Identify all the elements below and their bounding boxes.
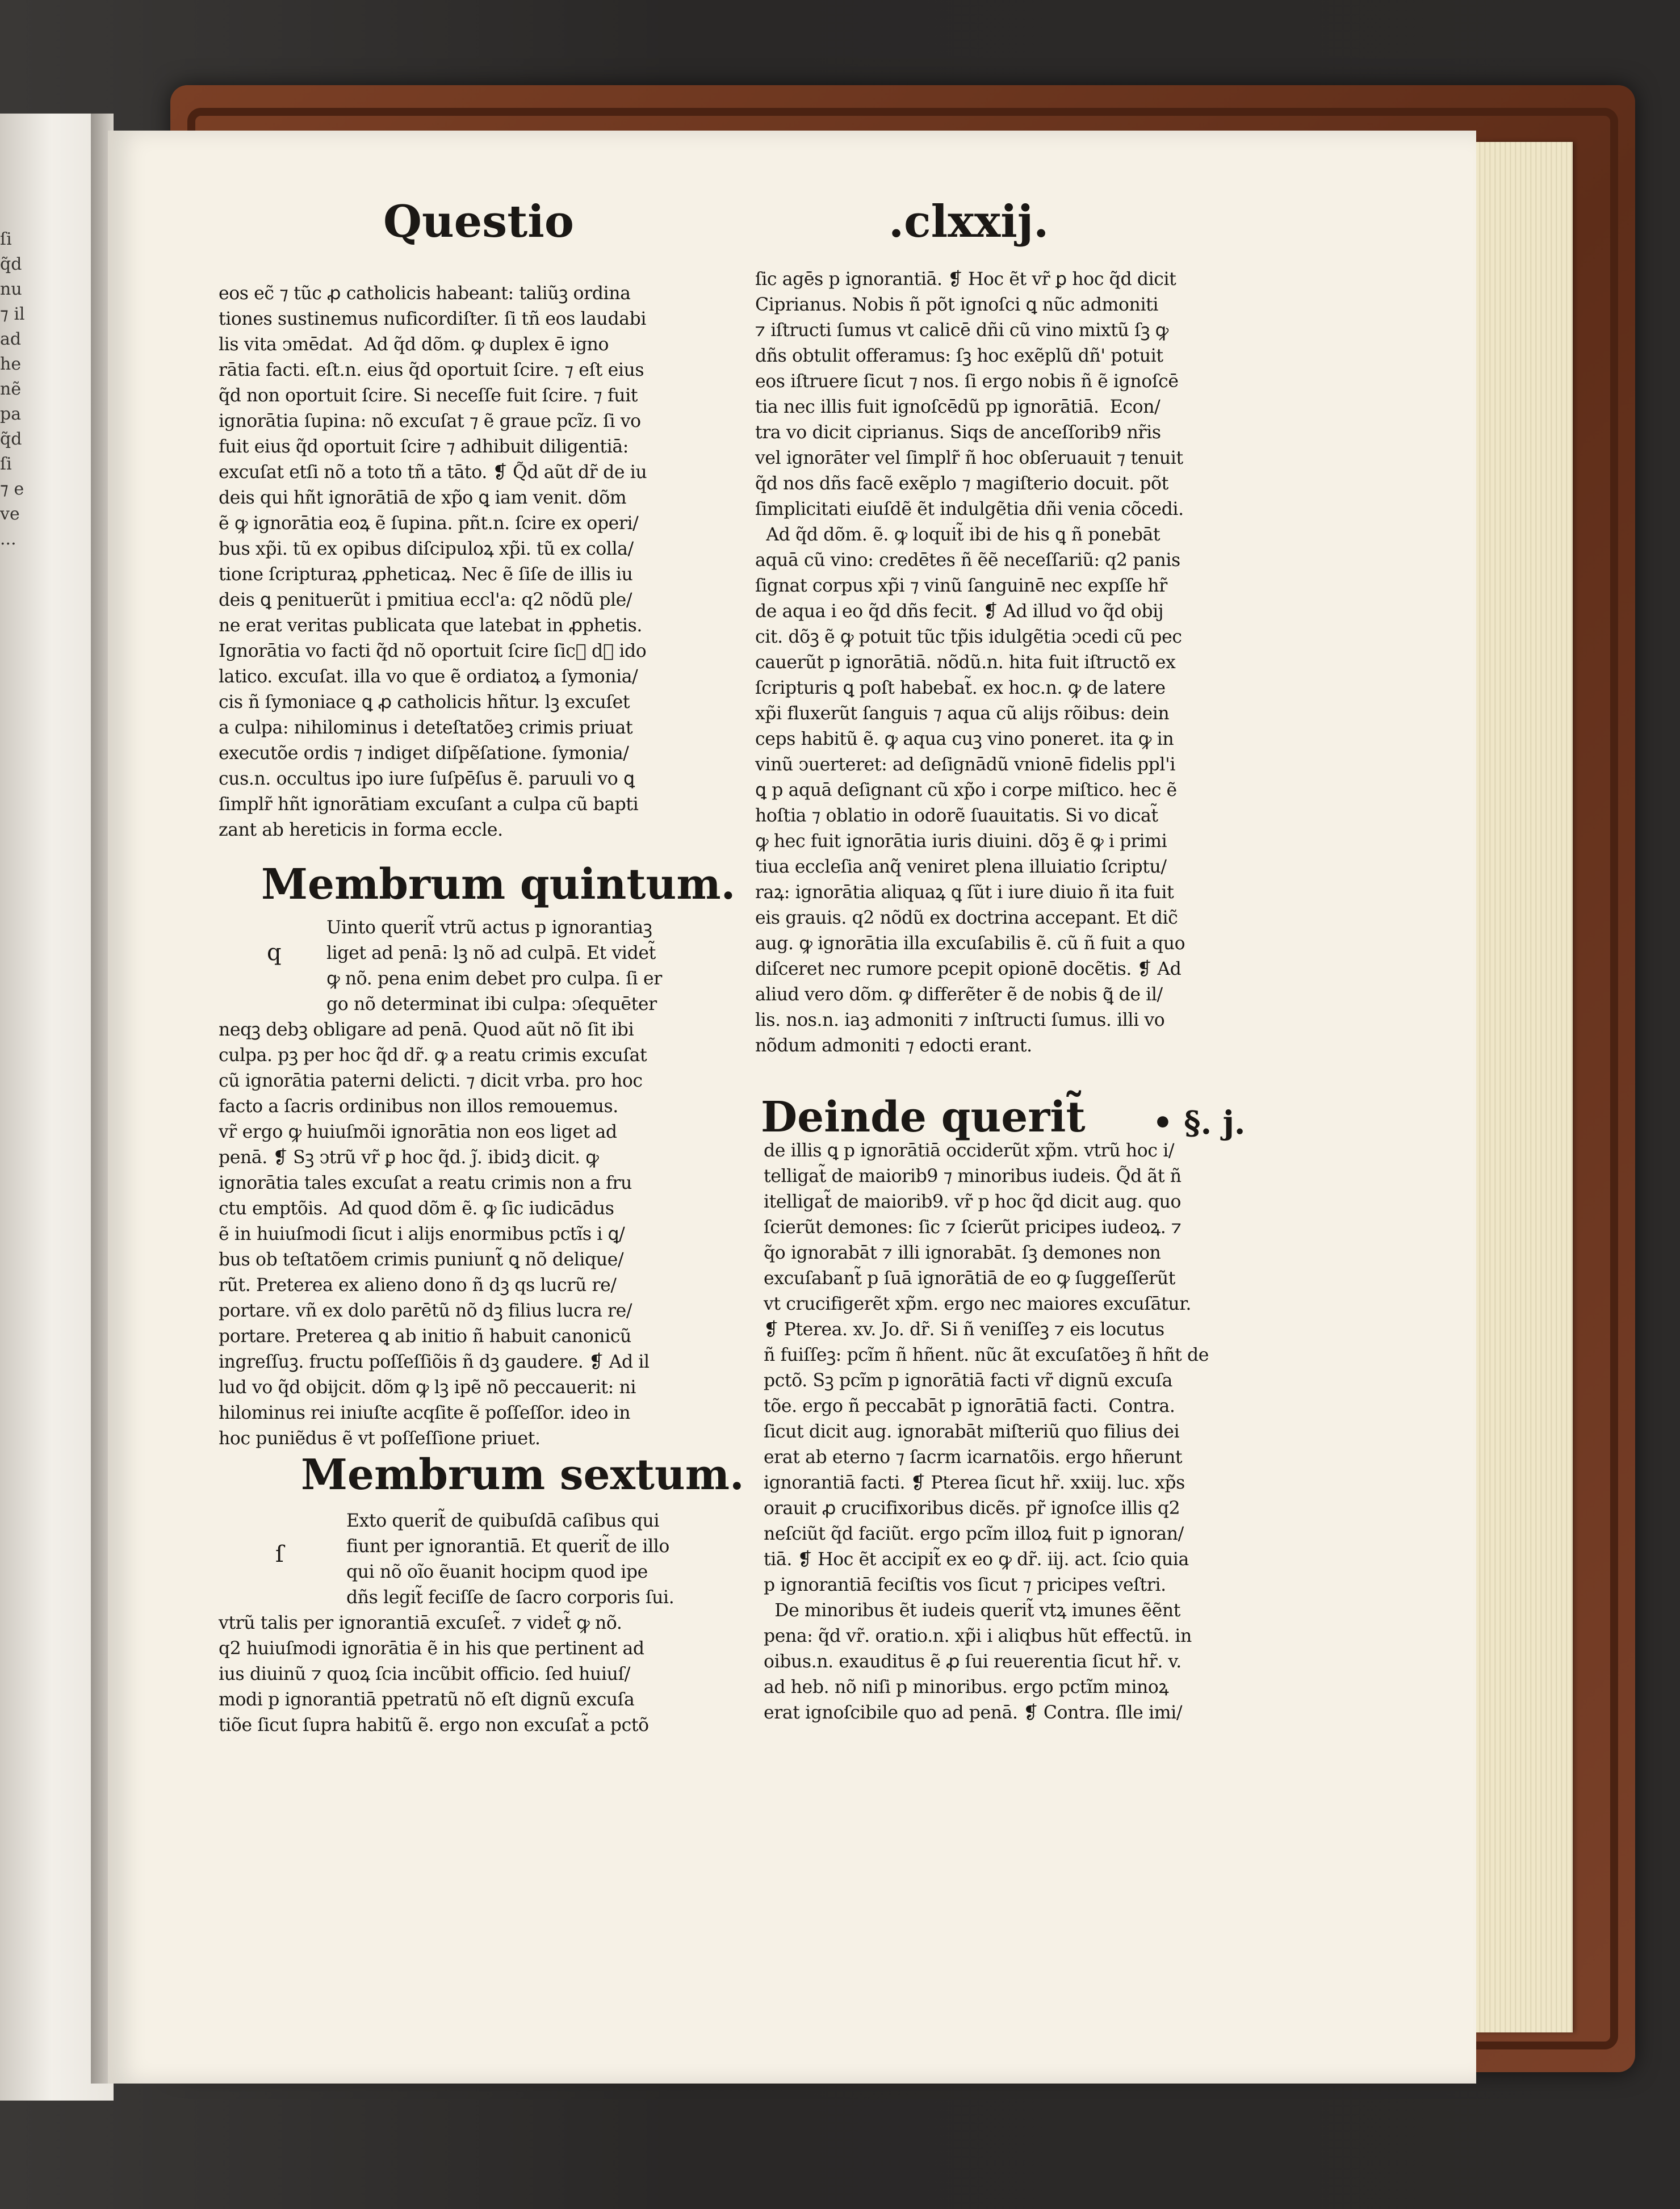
folio-number: .clxxij. xyxy=(889,196,1049,248)
heading-membrum-quintum: Membrum quintum. xyxy=(261,860,736,909)
right-column-top-text: ſic agēs p ignorantiā. ❡ Hoc ẽt vr̃ ꝑ hoc q̃d dicit Ciprianus. Nobis ñ põt ignoſci ꝗ nũc admoniti ⁊ iſtructi ſumus vt calicē dñi cũ vino mixtũ ſꝫ ꝙ dñs obtulit offeramus: ſꝫ hoc exẽplũ dñ' potuit eos iſtruere ſicut ⁊ nos. ſi ergo nobis ñ ẽ ignoſcē tia nec illis fuit ignoſcēdũ pp ignorātiā. Econ/ tra vo dicit ciprianus. Siqs de anceſſorib9 nr̃is vel ignorāter vel ſimplr̃ ñ hoc obſeruauit ⁊ tenuit q̃d nos dñs facẽ exẽplo ⁊ magiſterio docuit. põt ſimplicitati eiuſdẽ ẽt indulgẽtia dñi venia cõcedi. Ad q̃d dõm. ẽ. ꝙ loquit̃ ibi de his ꝗ ñ ponebāt aquā cũ vino: credētes ñ ẽẽ neceſſariũ: q2 panis ſignat corpus xp̃i ⁊ vinũ ſanguinē nec expſſe hr̃ de aqua i eo q̃d dñs fecit. ❡ Ad illud vo q̃d obij cit. dõꝫ ẽ ꝙ potuit tũc tp̃is idulgẽtia ↄcedi cũ pec cauerũt p ignorātiā. nõdũ.n. hita fuit iſtructõ ex ſcripturis ꝗ poſt habebat̃. ex hoc.n. ꝙ de latere xp̃i fluxerũt ſanguis ⁊ aqua cũ alijs rõibus: dein ceps habitũ ẽ. ꝙ aqua cuꝫ vino poneret. ita ꝙ in vinũ ↄuerteret: ad deſignādũ vnionē fidelis ppl'i ꝗ p aquā deſignant cũ xp̃o i corpe miſtico. hec ẽ hoſtia ⁊ oblatio in odorẽ ſuauitatis. Si vo dicat̃ ꝙ hec fuit ignorātia iuris diuini. dõꝫ ẽ ꝙ i primi tiua eccleſia anq̃ veniret plena illuiatio ſcriptu/ raꝝ: ignorātia aliquaꝝ ꝗ ſũt i iure diuio ñ ita fuit eis grauis. q2 nõdũ ex doctrina accepant. Et dic̃ aug. ꝙ ignorātia illa excuſabilis ẽ. cũ ñ fuit a quo diſceret nec rumore pcepit opionē docẽtis. ❡ Ad aliud vero dõm. ꝙ differẽter ẽ de nobis ꝗ̃ de il/ lis. nos.n. iaꝫ admoniti ⁊ inſtructi ſumus. illi vo nõdum admoniti ⁊ edocti erant. xyxy=(755,269,1185,1056)
previous-page-text: ſi q̃d nu ⁊ il ad he nẽ pa q̃d ſi ⁊ e ve ... xyxy=(0,229,25,549)
deinde-body-text: de illis ꝗ p ignorātiā occiderũt xp̃m. vtrũ hoc i/ telligat̃ de maiorib9 ⁊ minoribus iudeis. Q̃d ãt ñ itelligat̃ de maiorib9. vr̃ p hoc q̃d dicit aug. quo ſcierũt demones: ſic ⁊ ſcierũt pricipes iudeoꝝ. ⁊ q̃o ignorabāt ⁊ illi ignorabāt. ſꝫ demones non excuſabant̃ p ſuā ignorātiā de eo ꝙ ſuggeſſerũt vt crucifigerẽt xp̃m. ergo nec maiores excuſātur. ❡ Pterea. xv. Jo. dr̃. Si ñ veniſſeꝫ ⁊ eis locutus ñ fuiſſeꝫ: pcĩm ñ hñent. nũc ãt excuſatõeꝫ ñ hñt de pctõ. Sꝫ pcĩm p ignorātiā facti vr̃ dignũ excuſa tõe. ergo ñ peccabāt p ignorātiā facti. Contra. ſicut dicit aug. ignorabāt miſteriũ quo filius dei erat ab eterno ⁊ ſacrm icarnatõis. ergo hñerunt ignorantiā facti. ❡ Pterea ſicut hr̃. xxiij. luc. xp̃s orauit ꝓ crucifixoribus dicẽs. pr̃ ignoſce illis q2 neſciũt q̃d faciũt. ergo pcĩm illoꝝ fuit p ignoran/ tiā. ❡ Hoc ẽt accipit̃ ex eo ꝙ dr̃. iij. act. ſcio quia p ignorantiā feciſtis vos ſicut ⁊ pricipes veſtri. De minoribus ẽt iudeis querit̃ vtꝝ imunes ẽẽnt pena: q̃d vr̃. oratio.n. xp̃i i aliqbus hũt effectũ. in oibus.n. exauditus ẽ ꝓ ſui reuerentia ſicut hr̃. v. ad heb. nõ niſi p minoribus. ergo pctĩm minoꝝ erat ignoſcibile quo ad penā. ❡ Contra. ſlle imi/ xyxy=(764,1141,1209,1723)
quintum-body-text: neqꝫ debꝫ obligare ad penā. Quod aũt nõ ſit ibi culpa. pꝫ per hoc q̃d dr̃. ꝙ a reatu crimis excuſat cũ ignorātia paterni delicti. ⁊ dicit vrba. pro hoc facto a ſacris ordinibus non illos remouemus. vr̃ ergo ꝙ huiuſmõi ignorātia non eos liget ad penā. ❡ Sꝫ ↄtrũ vr̃ ꝑ hoc q̃d. ȷ̃. ibidꝫ dicit. ꝙ ignorātia tales excuſat a reatu crimis non a fru ctu emptõis. Ad quod dõm ẽ. ꝙ ſic iudicādus ẽ in huiuſmodi ſicut i alijs enormibus pctĩs i ꝗ/ bus ob teſtatõem crimis puniunt̃ ꝗ nõ delique/ rũt. Preterea ex alieno dono ñ dꝫ qs lucrũ re/ portare. vñ ex dolo parētũ nõ dꝫ filius lucra re/ portare. Preterea ꝗ ab initio ñ habuit canonicũ ingreſſuꝫ. fructu poſſeſſiõis ñ dꝫ gaudere. ❡ Ad il lud vo q̃d obijcit. dõm ꝙ lꝫ ipẽ nõ peccauerit: ni hilominus rei iniuſte acqſite ẽ poſſeſſor. ideo in hoc puniẽdus ẽ vt poſſeſſione priuet. xyxy=(219,1020,650,1449)
quintum-indented-lines: Uinto querit̃ vtrũ actus p ignorantiaꝫ liget ad penā: lꝫ nõ ad culpā. Et videt̃ ꝙ nõ. pena enim debet pro culpa. ſi er go nõ determinat ibi culpa: ↄſequēter xyxy=(326,917,662,1015)
sextum-indented-lines: Exto querit̃ de quibuſdā caſibus qui fiunt per ignorantiā. Et querit̃ de illo qui nõ oĩo ẽuanit hocipm quod ipe dñs legit̃ feciſſe de ſacro corporis ſui. xyxy=(346,1511,674,1608)
heading-deinde-queritur: Deinde querit̃ xyxy=(761,1093,1086,1142)
guide-letter-s: ſ xyxy=(275,1541,284,1567)
page-edges xyxy=(1470,142,1573,2032)
running-head-left: Questio xyxy=(383,196,574,248)
guide-letter-q: q xyxy=(267,940,282,966)
paragraph-mark: • §. j. xyxy=(1153,1104,1246,1142)
left-column-top-text: eos ec̃ ⁊ tũc ꝓ catholicis habeant: taliũꝫ ordina tiones sustinemus nuficordiſter. ſi tñ eos laudabi lis vita ↄmēdat. Ad q̃d dõm. ꝙ duplex ē igno rātia facti. eſt.n. eius q̃d oportuit ſcire. ⁊ eſt eius q̃d non oportuit ſcire. Si neceſſe fuit ſcire. ⁊ fuit ignorātia ſupina: nõ excuſat ⁊ ẽ graue pcĩz. ſi vo fuit eius q̃d oportuit ſcire ⁊ adhibuit diligentiā: excuſat etſi nõ a toto tñ a tāto. ❡ Q̃d aũt dr̃ de iu deis qui hñt ignorātiā de xp̃o ꝗ iam venit. dõm ẽ ꝙ ignorātia eoꝝ ẽ ſupina. pñt.n. ſcire ex operi/ bus xp̃i. tũ ex opibus diſcipuloꝝ xp̃i. tũ ex colla/ tione ſcripturaꝝ ꝓpheticaꝝ. Nec ẽ ſiſe de illis iu deis ꝗ penituerũt i pmitiua eccl'a: q2 nõdũ ple/ ne erat veritas publicata que latebat in ꝓphetis. Ignorātia vo facti q̃d nõ oportuit ſcire ſicᷓ dᷓ ido latico. excuſat. illa vo que ẽ ordiatoꝝ a ſymonia/ cis ñ ſymoniace ꝗ ꝓ catholicis hñtur. lꝫ excuſet a culpa: nihilominus i deteſtatõeꝫ crimis priuat executõe ordis ⁊ indiget diſpẽſatione. ſymonia/ cus.n. occultus ipo iure ſuſpēſus ẽ. paruuli vo ꝗ ſimplr̃ hñt ignorātiam excuſant a culpa cũ bapti zant ab hereticis in forma eccle. xyxy=(219,283,647,840)
heading-membrum-sextum: Membrum sextum. xyxy=(301,1451,744,1499)
sextum-body-text: vtrũ talis per ignorantiā excuſet̃. ⁊ videt̃ ꝙ nõ. q2 huiuſmodi ignorātia ẽ in his que pertinent ad ius diuinũ ⁊ quoꝝ ſcia incũbit officio. ſed huiuſ/ modi p ignorantiā ppetratũ nõ eſt dignũ excuſa tiõe ſicut ſupra habitũ ẽ. ergo non excuſat̃ a pctõ xyxy=(219,1613,649,1736)
